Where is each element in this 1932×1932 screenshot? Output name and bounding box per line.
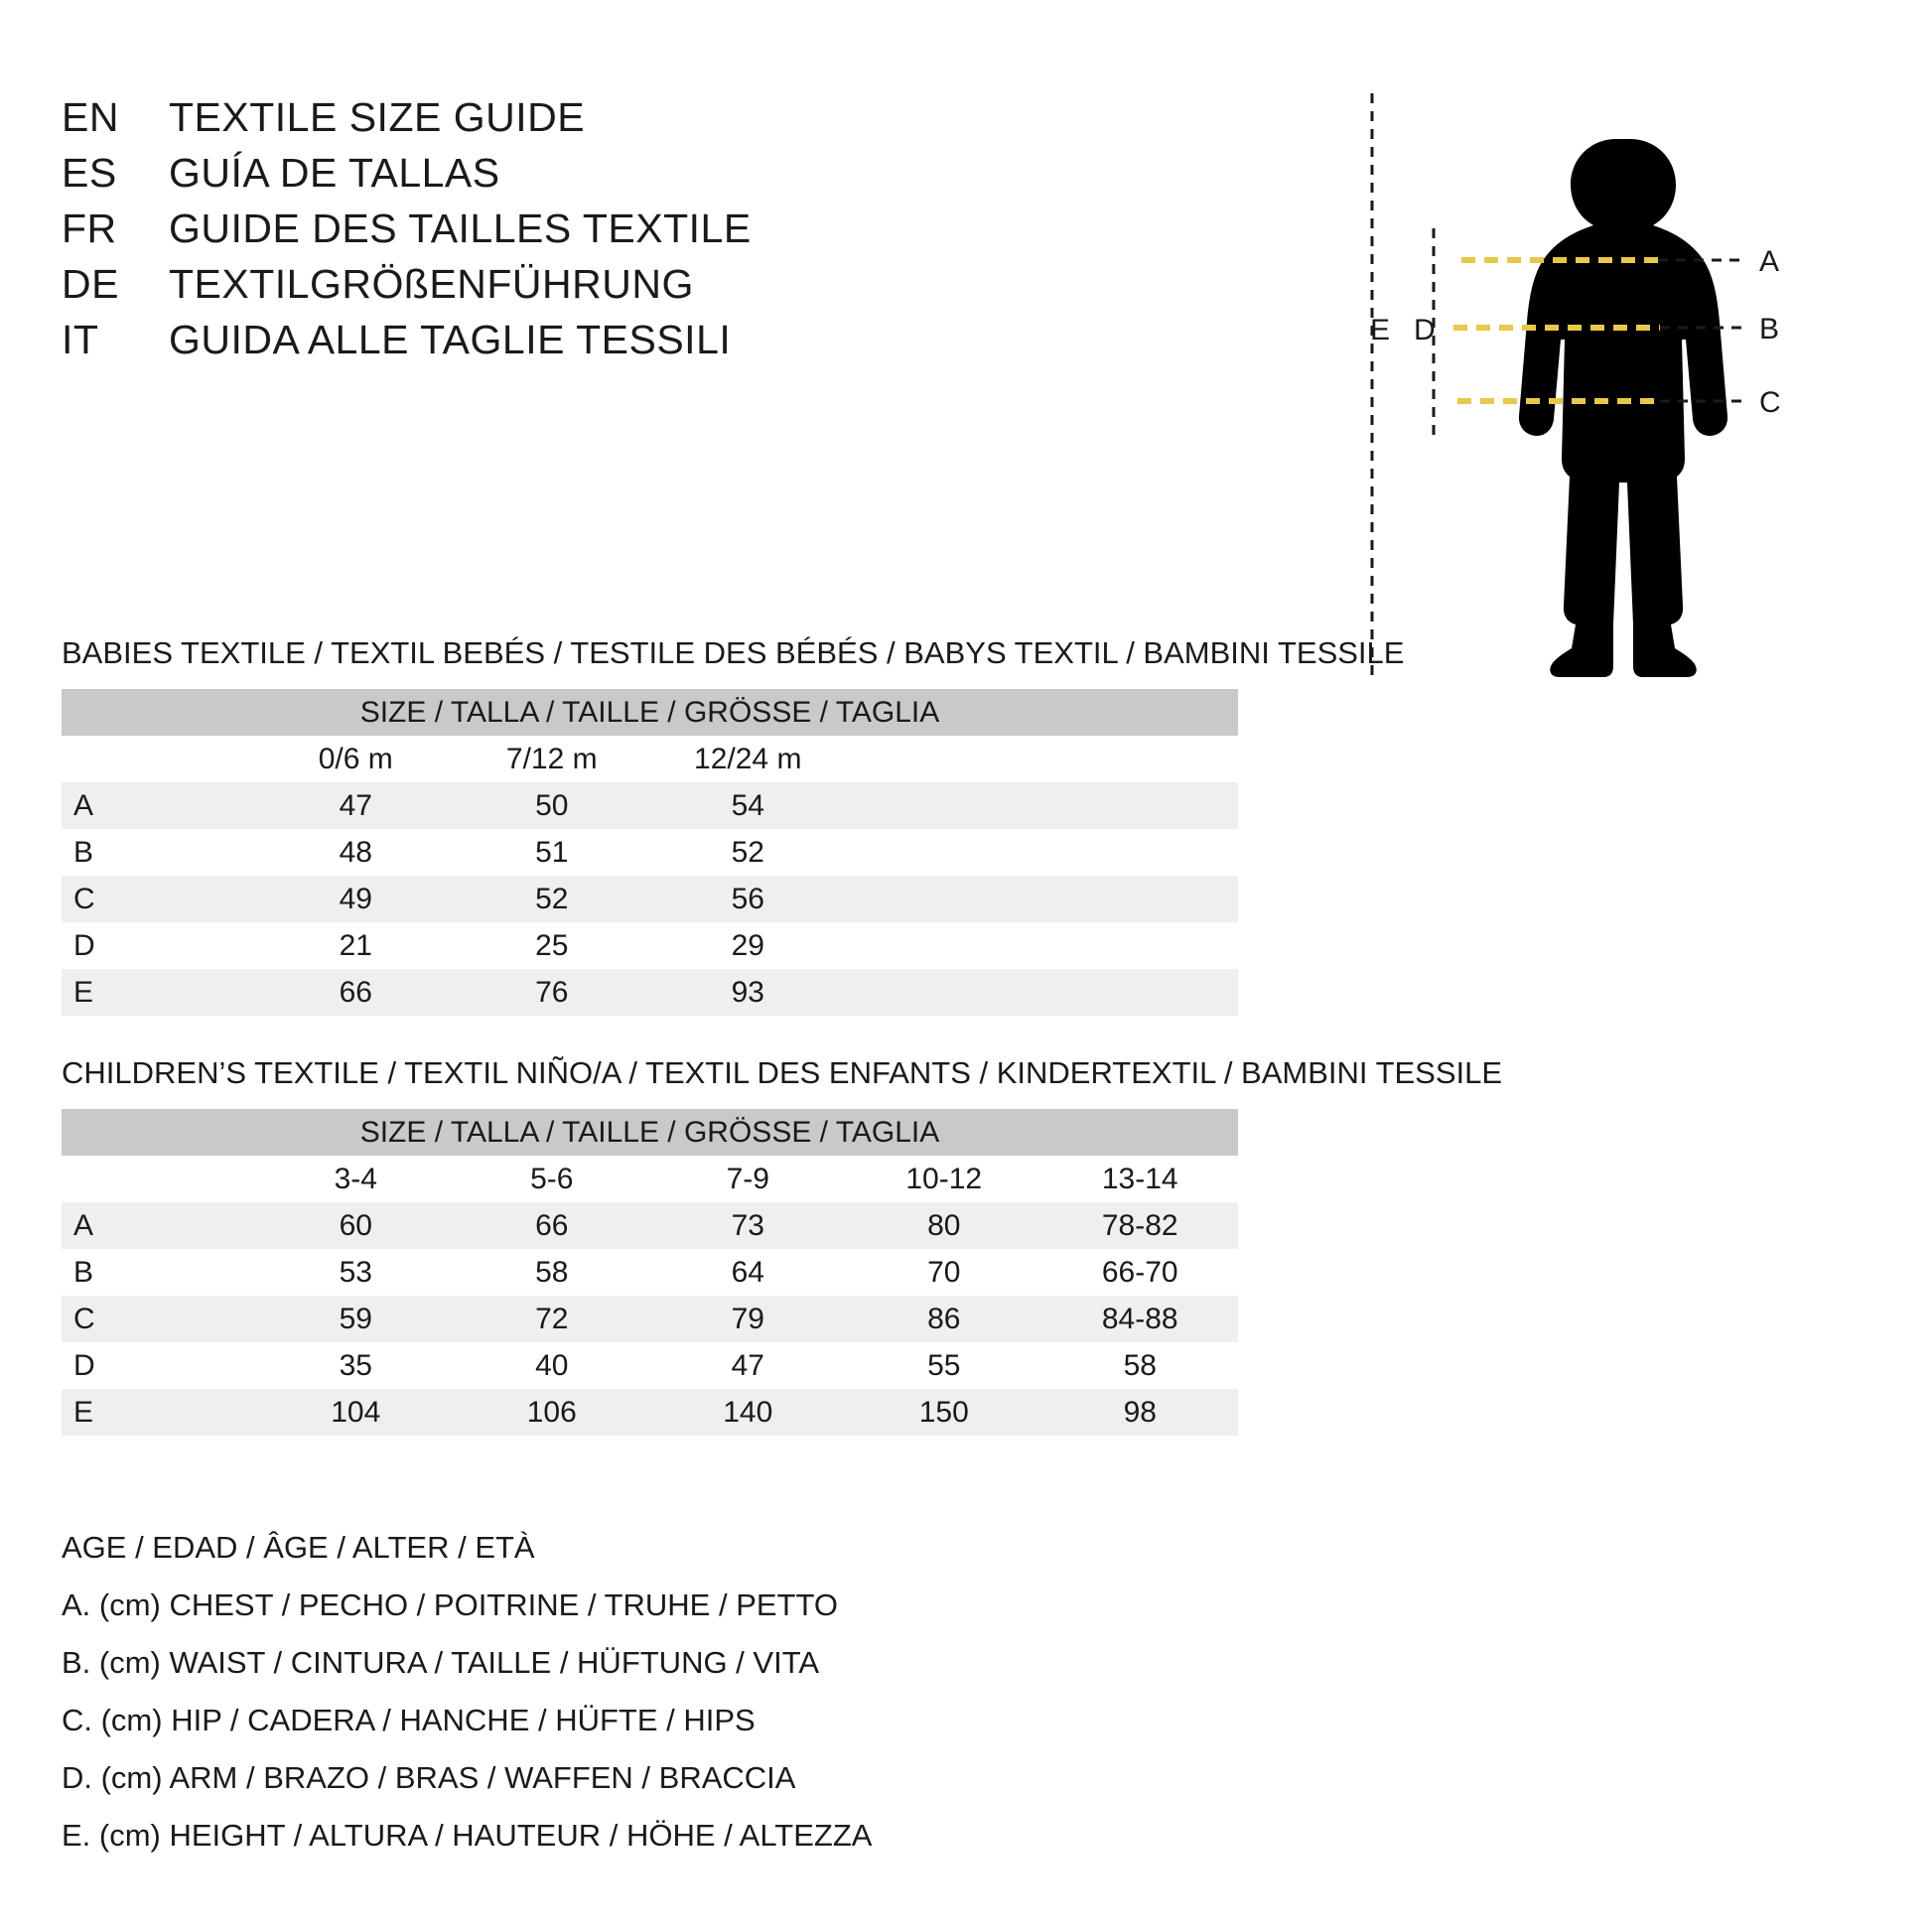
table-row [62, 1342, 1238, 1389]
children-col-4: 13-14 [1042, 1156, 1239, 1202]
babies-cell-b-2: 52 [650, 829, 847, 876]
babies-cell-d-2: 29 [650, 922, 847, 969]
babies-col-0: 0/6 m [258, 736, 455, 782]
children-section [62, 1055, 1503, 1436]
language-row-es [62, 150, 1154, 206]
table-row [62, 1249, 1238, 1296]
table-row [62, 922, 1238, 969]
legend-line-a: A. (cm) CHEST / PECHO / POITRINE / TRUHE / PETTO [62, 1587, 838, 1622]
children-cell-b-1: 58 [454, 1249, 650, 1296]
babies-row-label-b: B [62, 829, 258, 876]
children-cell-d-3: 55 [846, 1342, 1042, 1389]
table-row [62, 829, 1238, 876]
children-row-label-e: E [62, 1389, 258, 1436]
table-row [62, 1389, 1238, 1436]
babies-cell-b-1: 51 [454, 829, 650, 876]
babies-row-label-a: A [62, 782, 258, 829]
babies-cell-e-spacer-2 [1042, 969, 1239, 1016]
babies-cell-a-2: 54 [650, 782, 847, 829]
language-row-fr [62, 206, 1154, 261]
children-cell-c-4: 84-88 [1042, 1296, 1239, 1342]
babies-cell-a-1: 50 [454, 782, 650, 829]
children-cell-e-3: 150 [846, 1389, 1042, 1436]
children-col-2: 7-9 [650, 1156, 847, 1202]
children-cell-d-1: 40 [454, 1342, 650, 1389]
children-cell-a-2: 73 [650, 1202, 847, 1249]
children-row-label-d: D [62, 1342, 258, 1389]
children-size-table [62, 1109, 1238, 1436]
babies-cell-e-1: 76 [454, 969, 650, 1016]
child-silhouette-icon [1519, 139, 1727, 677]
babies-cell-e-spacer-1 [846, 969, 1042, 1016]
babies-col-spacer-1 [846, 736, 1042, 782]
babies-cell-d-spacer-2 [1042, 922, 1239, 969]
babies-cell-c-2: 56 [650, 876, 847, 922]
children-col-1: 5-6 [454, 1156, 650, 1202]
legend-line-e: E. (cm) HEIGHT / ALTURA / HAUTEUR / HÖHE / ALTEZZA [62, 1818, 873, 1853]
language-code-es: ES [62, 150, 117, 196]
figure-label-d: D [1414, 314, 1436, 346]
babies-cell-a-0: 47 [258, 782, 455, 829]
babies-cell-e-2: 93 [650, 969, 847, 1016]
children-cell-b-3: 70 [846, 1249, 1042, 1296]
babies-cell-d-0: 21 [258, 922, 455, 969]
children-cell-a-1: 66 [454, 1202, 650, 1249]
children-cell-a-3: 80 [846, 1202, 1042, 1249]
table-row [62, 782, 1238, 829]
babies-corner-cell [62, 736, 258, 782]
children-cell-b-4: 66-70 [1042, 1249, 1239, 1296]
children-cell-c-3: 86 [846, 1296, 1042, 1342]
measurement-figure [1370, 79, 1876, 755]
children-col-3: 10-12 [846, 1156, 1042, 1202]
babies-cell-b-spacer-1 [846, 829, 1042, 876]
children-table-band-row [62, 1109, 1238, 1156]
babies-col-spacer-2 [1042, 736, 1239, 782]
babies-col-2: 12/24 m [650, 736, 847, 782]
legend-line-c: C. (cm) HIP / CADERA / HANCHE / HÜFTE / HIPS [62, 1703, 756, 1737]
babies-size-table [62, 689, 1238, 1016]
babies-cell-d-spacer-1 [846, 922, 1042, 969]
children-cell-a-4: 78-82 [1042, 1202, 1239, 1249]
children-row-label-c: C [62, 1296, 258, 1342]
figure-label-a: A [1759, 245, 1780, 278]
children-cell-c-2: 79 [650, 1296, 847, 1342]
children-cell-c-0: 59 [258, 1296, 455, 1342]
table-row [62, 876, 1238, 922]
language-row-en [62, 94, 1154, 150]
language-code-en: EN [62, 94, 119, 140]
babies-cell-e-0: 66 [258, 969, 455, 1016]
babies-table-band-label: SIZE / TALLA / TAILLE / GRÖSSE / TAGLIA [62, 689, 1238, 736]
language-text-en: TEXTILE SIZE GUIDE [169, 94, 586, 140]
children-cell-d-0: 35 [258, 1342, 455, 1389]
babies-col-1: 7/12 m [454, 736, 650, 782]
language-row-de [62, 261, 1154, 317]
language-text-fr: GUIDE DES TAILLES TEXTILE [169, 206, 752, 251]
babies-section [62, 635, 1405, 1016]
babies-cell-b-0: 48 [258, 829, 455, 876]
language-text-it: GUIDA ALLE TAGLIE TESSILI [169, 317, 732, 362]
children-table-band-label: SIZE / TALLA / TAILLE / GRÖSSE / TAGLIA [62, 1109, 1238, 1156]
measurement-legend [62, 1519, 1352, 1864]
children-cell-e-1: 106 [454, 1389, 650, 1436]
babies-row-label-d: D [62, 922, 258, 969]
table-row [62, 1296, 1238, 1342]
babies-cell-c-spacer-1 [846, 876, 1042, 922]
children-cell-a-0: 60 [258, 1202, 455, 1249]
language-code-it: IT [62, 317, 99, 362]
children-cell-c-1: 72 [454, 1296, 650, 1342]
language-code-fr: FR [62, 206, 117, 251]
legend-line-d: D. (cm) ARM / BRAZO / BRAS / WAFFEN / BRACCIA [62, 1760, 796, 1795]
legend-line-b: B. (cm) WAIST / CINTURA / TAILLE / HÜFTUNG / VITA [62, 1645, 820, 1680]
language-text-de: TEXTILGRÖßENFÜHRUNG [169, 261, 694, 307]
children-column-header-row [62, 1156, 1238, 1202]
children-corner-cell [62, 1156, 258, 1202]
babies-section-title: BABIES TEXTILE / TEXTIL BEBÉS / TESTILE DES BÉBÉS / BABYS TEXTIL / BAMBINI TESSILE [62, 635, 1405, 670]
babies-table-band-row [62, 689, 1238, 736]
figure-label-c: C [1759, 386, 1781, 419]
legend-line-age: AGE / EDAD / ÂGE / ALTER / ETÀ [62, 1530, 535, 1565]
language-text-es: GUÍA DE TALLAS [169, 150, 500, 196]
babies-cell-b-spacer-2 [1042, 829, 1239, 876]
language-code-de: DE [62, 261, 119, 307]
table-row [62, 969, 1238, 1016]
children-section-title: CHILDREN’S TEXTILE / TEXTIL NIÑO/A / TEXTIL DES ENFANTS / KINDERTEXTIL / BAMBINI TESSILE [62, 1055, 1503, 1090]
children-col-0: 3-4 [258, 1156, 455, 1202]
babies-column-header-row [62, 736, 1238, 782]
babies-row-label-c: C [62, 876, 258, 922]
children-row-label-a: A [62, 1202, 258, 1249]
children-cell-d-4: 58 [1042, 1342, 1239, 1389]
children-cell-d-2: 47 [650, 1342, 847, 1389]
children-row-label-b: B [62, 1249, 258, 1296]
table-row [62, 1202, 1238, 1249]
children-cell-e-4: 98 [1042, 1389, 1239, 1436]
babies-cell-a-spacer-2 [1042, 782, 1239, 829]
figure-label-e: E [1370, 314, 1391, 346]
children-cell-e-0: 104 [258, 1389, 455, 1436]
babies-cell-c-spacer-2 [1042, 876, 1239, 922]
language-row-it [62, 317, 1154, 372]
language-title-block [62, 94, 1154, 372]
babies-cell-c-0: 49 [258, 876, 455, 922]
children-cell-e-2: 140 [650, 1389, 847, 1436]
babies-cell-a-spacer-1 [846, 782, 1042, 829]
children-cell-b-0: 53 [258, 1249, 455, 1296]
babies-cell-c-1: 52 [454, 876, 650, 922]
babies-row-label-e: E [62, 969, 258, 1016]
figure-label-b: B [1759, 313, 1780, 345]
babies-cell-d-1: 25 [454, 922, 650, 969]
children-cell-b-2: 64 [650, 1249, 847, 1296]
